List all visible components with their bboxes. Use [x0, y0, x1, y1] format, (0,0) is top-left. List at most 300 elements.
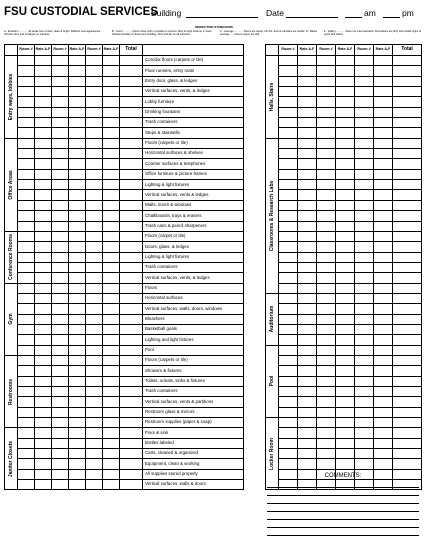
room-number-cell[interactable]	[52, 293, 69, 303]
rate-cell[interactable]	[69, 449, 86, 459]
rate-cell[interactable]	[374, 335, 393, 345]
total-cell[interactable]	[393, 159, 422, 169]
total-cell[interactable]	[120, 221, 143, 231]
room-number-cell[interactable]	[317, 138, 336, 148]
rate-cell[interactable]	[69, 128, 86, 138]
rate-cell[interactable]	[35, 149, 52, 159]
total-cell[interactable]	[120, 242, 143, 252]
rate-cell[interactable]	[69, 273, 86, 283]
rate-cell[interactable]	[374, 200, 393, 210]
total-cell[interactable]	[120, 87, 143, 97]
room-number-cell[interactable]	[317, 387, 336, 397]
room-number-cell[interactable]	[279, 118, 298, 128]
rate-cell[interactable]	[35, 118, 52, 128]
room-number-cell[interactable]	[86, 273, 103, 283]
rate-cell[interactable]	[103, 97, 120, 107]
room-number-cell[interactable]	[52, 128, 69, 138]
rate-cell[interactable]	[298, 397, 317, 407]
rate-cell[interactable]	[69, 221, 86, 231]
room-number-cell[interactable]	[86, 97, 103, 107]
rate-cell[interactable]	[35, 324, 52, 334]
rate-cell[interactable]	[298, 428, 317, 438]
rate-cell[interactable]	[69, 262, 86, 272]
room-number-cell[interactable]	[279, 107, 298, 117]
room-number-cell[interactable]	[317, 293, 336, 303]
room-number-cell[interactable]	[355, 56, 374, 66]
room-number-cell[interactable]	[279, 387, 298, 397]
room-number-cell[interactable]	[355, 180, 374, 190]
room-number-cell[interactable]	[317, 273, 336, 283]
rate-cell[interactable]	[103, 345, 120, 355]
room-number-cell[interactable]	[355, 397, 374, 407]
rate-cell[interactable]	[69, 480, 86, 490]
room-number-cell[interactable]	[279, 355, 298, 365]
room-number-cell[interactable]	[279, 449, 298, 459]
rate-cell[interactable]	[69, 283, 86, 293]
rate-cell[interactable]	[298, 242, 317, 252]
rate-cell[interactable]	[336, 76, 355, 86]
date-field[interactable]	[286, 17, 338, 18]
rate-cell[interactable]	[336, 56, 355, 66]
room-number-cell[interactable]	[279, 159, 298, 169]
rate-cell[interactable]	[374, 97, 393, 107]
rate-cell[interactable]	[69, 418, 86, 428]
rate-cell[interactable]	[336, 376, 355, 386]
total-cell[interactable]	[393, 262, 422, 272]
rate-cell[interactable]	[35, 76, 52, 86]
total-cell[interactable]	[393, 335, 422, 345]
rate-cell[interactable]	[298, 324, 317, 334]
room-number-cell[interactable]	[18, 376, 35, 386]
room-number-cell[interactable]	[18, 200, 35, 210]
room-number-cell[interactable]	[279, 314, 298, 324]
total-cell[interactable]	[120, 252, 143, 262]
rate-cell[interactable]	[298, 200, 317, 210]
rate-cell[interactable]	[298, 335, 317, 345]
room-number-cell[interactable]	[279, 428, 298, 438]
room-number-cell[interactable]	[52, 397, 69, 407]
rate-cell[interactable]	[103, 211, 120, 221]
rate-cell[interactable]	[69, 149, 86, 159]
rate-cell[interactable]	[103, 56, 120, 66]
room-number-cell[interactable]	[86, 128, 103, 138]
rate-cell[interactable]	[336, 459, 355, 469]
room-number-cell[interactable]	[52, 480, 69, 490]
room-number-cell[interactable]	[279, 66, 298, 76]
rate-cell[interactable]	[35, 355, 52, 365]
total-cell[interactable]	[393, 221, 422, 231]
room-number-cell[interactable]	[86, 118, 103, 128]
rate-cell[interactable]	[103, 387, 120, 397]
room-number-cell[interactable]	[355, 242, 374, 252]
room-number-cell[interactable]	[86, 76, 103, 86]
total-cell[interactable]	[393, 149, 422, 159]
total-cell[interactable]	[393, 345, 422, 355]
room-number-cell[interactable]	[279, 87, 298, 97]
room-number-cell[interactable]	[317, 200, 336, 210]
rate-cell[interactable]	[336, 449, 355, 459]
room-number-cell[interactable]	[279, 169, 298, 179]
total-cell[interactable]	[393, 118, 422, 128]
room-number-cell[interactable]	[355, 128, 374, 138]
am-time-field[interactable]	[345, 17, 362, 18]
room-number-cell[interactable]	[52, 376, 69, 386]
rate-cell[interactable]	[298, 66, 317, 76]
rate-cell[interactable]	[103, 469, 120, 479]
room-number-cell[interactable]	[52, 418, 69, 428]
rate-cell[interactable]	[103, 66, 120, 76]
rate-cell[interactable]	[35, 138, 52, 148]
room-number-cell[interactable]	[18, 252, 35, 262]
rate-cell[interactable]	[69, 56, 86, 66]
room-number-cell[interactable]	[317, 262, 336, 272]
room-number-cell[interactable]	[355, 97, 374, 107]
rate-cell[interactable]	[69, 169, 86, 179]
total-cell[interactable]	[120, 128, 143, 138]
rate-cell[interactable]	[298, 366, 317, 376]
room-number-cell[interactable]	[18, 273, 35, 283]
rate-cell[interactable]	[336, 149, 355, 159]
rate-cell[interactable]	[336, 159, 355, 169]
rate-cell[interactable]	[69, 335, 86, 345]
total-cell[interactable]	[120, 190, 143, 200]
rate-cell[interactable]	[103, 252, 120, 262]
rate-cell[interactable]	[35, 97, 52, 107]
room-number-cell[interactable]	[279, 138, 298, 148]
room-number-cell[interactable]	[86, 149, 103, 159]
room-number-cell[interactable]	[86, 200, 103, 210]
rate-cell[interactable]	[35, 56, 52, 66]
rate-cell[interactable]	[35, 159, 52, 169]
rate-cell[interactable]	[336, 190, 355, 200]
total-cell[interactable]	[393, 428, 422, 438]
rate-cell[interactable]	[35, 345, 52, 355]
rate-cell[interactable]	[374, 159, 393, 169]
room-number-cell[interactable]	[86, 397, 103, 407]
rate-cell[interactable]	[374, 66, 393, 76]
total-cell[interactable]	[120, 407, 143, 417]
room-number-cell[interactable]	[317, 190, 336, 200]
total-cell[interactable]	[120, 262, 143, 272]
room-number-cell[interactable]	[86, 169, 103, 179]
room-number-cell[interactable]	[355, 231, 374, 241]
rate-cell[interactable]	[336, 314, 355, 324]
room-number-cell[interactable]	[86, 366, 103, 376]
room-number-cell[interactable]	[317, 180, 336, 190]
rate-cell[interactable]	[35, 169, 52, 179]
rate-cell[interactable]	[35, 200, 52, 210]
room-number-cell[interactable]	[86, 242, 103, 252]
room-number-cell[interactable]	[279, 180, 298, 190]
rate-cell[interactable]	[336, 66, 355, 76]
room-number-cell[interactable]	[317, 407, 336, 417]
comment-line[interactable]	[267, 487, 419, 488]
total-cell[interactable]	[393, 76, 422, 86]
room-number-cell[interactable]	[18, 366, 35, 376]
rate-cell[interactable]	[35, 107, 52, 117]
total-cell[interactable]	[393, 211, 422, 221]
rate-cell[interactable]	[374, 128, 393, 138]
rate-cell[interactable]	[69, 107, 86, 117]
rate-cell[interactable]	[298, 138, 317, 148]
room-number-cell[interactable]	[86, 180, 103, 190]
total-cell[interactable]	[120, 366, 143, 376]
room-number-cell[interactable]	[86, 355, 103, 365]
total-cell[interactable]	[120, 107, 143, 117]
rate-cell[interactable]	[35, 283, 52, 293]
rate-cell[interactable]	[69, 190, 86, 200]
room-number-cell[interactable]	[52, 66, 69, 76]
rate-cell[interactable]	[103, 149, 120, 159]
room-number-cell[interactable]	[52, 87, 69, 97]
rate-cell[interactable]	[298, 107, 317, 117]
room-number-cell[interactable]	[355, 190, 374, 200]
rate-cell[interactable]	[336, 211, 355, 221]
room-number-cell[interactable]	[317, 355, 336, 365]
rate-cell[interactable]	[374, 87, 393, 97]
room-number-cell[interactable]	[355, 366, 374, 376]
rate-cell[interactable]	[298, 128, 317, 138]
room-number-cell[interactable]	[355, 221, 374, 231]
rate-cell[interactable]	[69, 97, 86, 107]
total-cell[interactable]	[393, 128, 422, 138]
room-number-cell[interactable]	[355, 211, 374, 221]
room-number-cell[interactable]	[355, 387, 374, 397]
room-number-cell[interactable]	[355, 314, 374, 324]
rate-cell[interactable]	[69, 76, 86, 86]
rate-cell[interactable]	[336, 397, 355, 407]
room-number-cell[interactable]	[355, 76, 374, 86]
room-number-cell[interactable]	[86, 314, 103, 324]
rate-cell[interactable]	[336, 200, 355, 210]
total-cell[interactable]	[120, 345, 143, 355]
room-number-cell[interactable]	[279, 459, 298, 469]
total-cell[interactable]	[393, 169, 422, 179]
total-cell[interactable]	[393, 66, 422, 76]
room-number-cell[interactable]	[86, 387, 103, 397]
room-number-cell[interactable]	[52, 200, 69, 210]
total-cell[interactable]	[120, 169, 143, 179]
rate-cell[interactable]	[298, 169, 317, 179]
room-number-cell[interactable]	[18, 314, 35, 324]
room-number-cell[interactable]	[52, 262, 69, 272]
rate-cell[interactable]	[35, 428, 52, 438]
room-number-cell[interactable]	[355, 459, 374, 469]
total-cell[interactable]	[120, 428, 143, 438]
room-number-cell[interactable]	[18, 283, 35, 293]
total-cell[interactable]	[393, 397, 422, 407]
room-number-cell[interactable]	[18, 324, 35, 334]
room-number-cell[interactable]	[317, 304, 336, 314]
total-cell[interactable]	[120, 283, 143, 293]
rate-cell[interactable]	[103, 169, 120, 179]
room-number-cell[interactable]	[279, 283, 298, 293]
room-number-cell[interactable]	[86, 438, 103, 448]
total-cell[interactable]	[393, 293, 422, 303]
room-number-cell[interactable]	[355, 376, 374, 386]
room-number-cell[interactable]	[18, 355, 35, 365]
room-number-cell[interactable]	[86, 87, 103, 97]
total-cell[interactable]	[120, 159, 143, 169]
rate-cell[interactable]	[103, 107, 120, 117]
rate-cell[interactable]	[374, 169, 393, 179]
total-cell[interactable]	[120, 56, 143, 66]
room-number-cell[interactable]	[355, 438, 374, 448]
comments-box[interactable]	[265, 473, 421, 545]
room-number-cell[interactable]	[279, 97, 298, 107]
total-cell[interactable]	[393, 366, 422, 376]
room-number-cell[interactable]	[86, 376, 103, 386]
room-number-cell[interactable]	[18, 387, 35, 397]
room-number-cell[interactable]	[86, 304, 103, 314]
rate-cell[interactable]	[35, 242, 52, 252]
room-number-cell[interactable]	[279, 366, 298, 376]
total-cell[interactable]	[120, 469, 143, 479]
rate-cell[interactable]	[69, 211, 86, 221]
room-number-cell[interactable]	[317, 118, 336, 128]
room-number-cell[interactable]	[18, 345, 35, 355]
room-number-cell[interactable]	[355, 293, 374, 303]
room-number-cell[interactable]	[52, 242, 69, 252]
rate-cell[interactable]	[35, 190, 52, 200]
room-number-cell[interactable]	[86, 469, 103, 479]
rate-cell[interactable]	[336, 128, 355, 138]
total-cell[interactable]	[393, 355, 422, 365]
rate-cell[interactable]	[374, 438, 393, 448]
room-number-cell[interactable]	[52, 138, 69, 148]
rate-cell[interactable]	[298, 87, 317, 97]
rate-cell[interactable]	[35, 366, 52, 376]
rate-cell[interactable]	[35, 304, 52, 314]
rate-cell[interactable]	[103, 118, 120, 128]
rate-cell[interactable]	[35, 314, 52, 324]
room-number-cell[interactable]	[86, 56, 103, 66]
room-number-cell[interactable]	[355, 169, 374, 179]
rate-cell[interactable]	[35, 376, 52, 386]
rate-cell[interactable]	[103, 376, 120, 386]
rate-cell[interactable]	[336, 87, 355, 97]
total-cell[interactable]	[120, 200, 143, 210]
total-cell[interactable]	[393, 242, 422, 252]
room-number-cell[interactable]	[86, 107, 103, 117]
room-number-cell[interactable]	[18, 304, 35, 314]
total-cell[interactable]	[120, 376, 143, 386]
room-number-cell[interactable]	[52, 97, 69, 107]
comment-line[interactable]	[267, 527, 419, 528]
rate-cell[interactable]	[374, 387, 393, 397]
rate-cell[interactable]	[298, 190, 317, 200]
room-number-cell[interactable]	[18, 87, 35, 97]
rate-cell[interactable]	[298, 273, 317, 283]
comment-line[interactable]	[267, 495, 419, 496]
room-number-cell[interactable]	[317, 107, 336, 117]
room-number-cell[interactable]	[52, 252, 69, 262]
rate-cell[interactable]	[336, 252, 355, 262]
room-number-cell[interactable]	[317, 76, 336, 86]
rate-cell[interactable]	[35, 180, 52, 190]
room-number-cell[interactable]	[317, 449, 336, 459]
room-number-cell[interactable]	[279, 438, 298, 448]
room-number-cell[interactable]	[18, 449, 35, 459]
rate-cell[interactable]	[374, 138, 393, 148]
rate-cell[interactable]	[374, 345, 393, 355]
rate-cell[interactable]	[103, 262, 120, 272]
rate-cell[interactable]	[103, 87, 120, 97]
room-number-cell[interactable]	[317, 335, 336, 345]
room-number-cell[interactable]	[52, 428, 69, 438]
rate-cell[interactable]	[336, 138, 355, 148]
room-number-cell[interactable]	[317, 418, 336, 428]
rate-cell[interactable]	[336, 345, 355, 355]
rate-cell[interactable]	[374, 355, 393, 365]
rate-cell[interactable]	[103, 304, 120, 314]
rate-cell[interactable]	[69, 252, 86, 262]
rate-cell[interactable]	[35, 221, 52, 231]
rate-cell[interactable]	[336, 180, 355, 190]
total-cell[interactable]	[120, 273, 143, 283]
rate-cell[interactable]	[69, 231, 86, 241]
total-cell[interactable]	[120, 387, 143, 397]
rate-cell[interactable]	[298, 314, 317, 324]
rate-cell[interactable]	[374, 449, 393, 459]
room-number-cell[interactable]	[355, 200, 374, 210]
rate-cell[interactable]	[35, 459, 52, 469]
room-number-cell[interactable]	[355, 355, 374, 365]
rate-cell[interactable]	[298, 293, 317, 303]
room-number-cell[interactable]	[317, 376, 336, 386]
room-number-cell[interactable]	[317, 324, 336, 334]
room-number-cell[interactable]	[52, 149, 69, 159]
rate-cell[interactable]	[103, 180, 120, 190]
room-number-cell[interactable]	[355, 407, 374, 417]
total-cell[interactable]	[393, 107, 422, 117]
room-number-cell[interactable]	[317, 231, 336, 241]
rate-cell[interactable]	[35, 87, 52, 97]
room-number-cell[interactable]	[52, 190, 69, 200]
room-number-cell[interactable]	[355, 418, 374, 428]
room-number-cell[interactable]	[86, 252, 103, 262]
rate-cell[interactable]	[103, 283, 120, 293]
rate-cell[interactable]	[35, 438, 52, 448]
rate-cell[interactable]	[103, 314, 120, 324]
rate-cell[interactable]	[69, 345, 86, 355]
room-number-cell[interactable]	[18, 66, 35, 76]
rate-cell[interactable]	[35, 407, 52, 417]
total-cell[interactable]	[120, 66, 143, 76]
comment-line[interactable]	[267, 511, 419, 512]
rate-cell[interactable]	[103, 273, 120, 283]
room-number-cell[interactable]	[52, 159, 69, 169]
room-number-cell[interactable]	[279, 200, 298, 210]
total-cell[interactable]	[393, 87, 422, 97]
rate-cell[interactable]	[336, 107, 355, 117]
rate-cell[interactable]	[298, 252, 317, 262]
rate-cell[interactable]	[336, 438, 355, 448]
rate-cell[interactable]	[103, 438, 120, 448]
room-number-cell[interactable]	[279, 273, 298, 283]
rate-cell[interactable]	[69, 459, 86, 469]
rate-cell[interactable]	[103, 335, 120, 345]
rate-cell[interactable]	[336, 387, 355, 397]
rate-cell[interactable]	[103, 397, 120, 407]
rate-cell[interactable]	[69, 200, 86, 210]
room-number-cell[interactable]	[18, 169, 35, 179]
rate-cell[interactable]	[374, 242, 393, 252]
total-cell[interactable]	[120, 418, 143, 428]
room-number-cell[interactable]	[52, 355, 69, 365]
room-number-cell[interactable]	[52, 283, 69, 293]
room-number-cell[interactable]	[52, 118, 69, 128]
